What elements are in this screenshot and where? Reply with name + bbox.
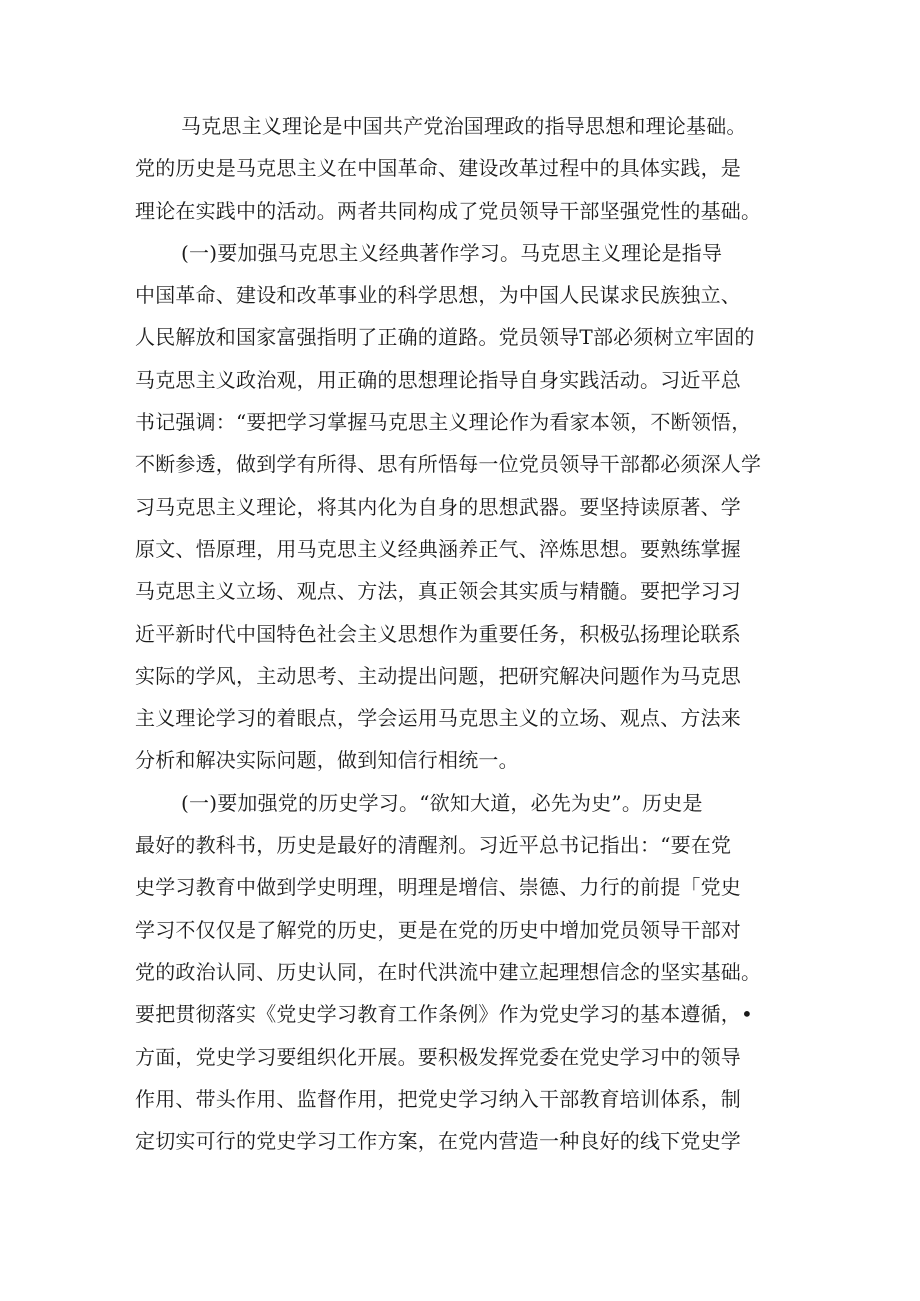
- text-line: 党的政治认同、历史认同，在时代洪流中建立起理想信念的坚实基础。: [135, 959, 762, 984]
- text-line: 史学习教育中做到学史明理，明理是增信、崇德、力行的前提「党史: [135, 875, 741, 900]
- text-line: 人民解放和国家富强指明了正确的道路。党员领导T部必须树立牢固的: [135, 325, 755, 350]
- section-heading-line: (一)要加强党的历史学习。“欲知大道，必先为史”。历史是: [181, 790, 703, 815]
- text-line: 原文、悟原理，用马克思主义经典涵养正气、淬炼思想。要熟练掌握: [135, 536, 741, 561]
- text-line: 理论在实践中的活动。两者共同构成了党员领导干部坚强党性的基础。: [135, 198, 762, 223]
- section-heading-line: (一)要加强马克思主义经典著作学习。马克思主义理论是指导: [181, 240, 723, 265]
- text-line: 方面，党史学习要组织化开展。要积极发挥党委在党史学习中的领导: [135, 1044, 741, 1069]
- text-line: 马克思主义立场、观点、方法，真正领会其实质与精髓。要把学习习: [135, 579, 741, 604]
- text-line: 中国革命、建设和改革事业的科学思想，为中国人民谋求民族独立、: [135, 283, 741, 308]
- text-line: 要把贯彻落实《党史学习教育工作条例》作为党史学习的基本遵循，•: [135, 1002, 753, 1027]
- text-line: 不断参透，做到学有所得、思有所悟每一位党员领导干部都必须深人学: [135, 452, 762, 477]
- text-line: 分析和解决实际问题，做到知信行相统一。: [135, 748, 519, 773]
- text-line: 马克思主义政治观，用正确的思想理论指导自身实践活动。习近平总: [135, 367, 741, 392]
- text-line: 习马克思主义理论，将其内化为自身的思想武器。要坚持读原著、学: [135, 494, 741, 519]
- text-line: 学习不仅仅是了解党的历史，更是在党的历史中增加党员领导干部对: [135, 917, 741, 942]
- text-line: 党的历史是马克思主义在中国革命、建设改革过程中的具体实践，是: [135, 156, 741, 181]
- text-line: 近平新时代中国特色社会主义思想作为重要任务，积极弘扬理论联系: [135, 621, 741, 646]
- text-line: 实际的学风，主动思考、主动提出问题，把研究解决问题作为马克思: [135, 663, 741, 688]
- document-body: [135, 105, 795, 1162]
- text-line: 定切实可行的党史学习工作方案，在党内营造一种良好的线下党史学: [135, 1129, 741, 1154]
- text-line: 书记强调：“要把学习掌握马克思主义理论作为看家本领，不断领悟，: [135, 410, 752, 435]
- paragraph-intro: [135, 105, 795, 232]
- text-line: 主义理论学习的着眼点，学会运用马克思主义的立场、观点、方法来: [135, 706, 741, 731]
- text-line: 最好的教科书，历史是最好的清醒剂。习近平总书记指出：“要在党: [135, 833, 732, 858]
- paragraph-party-history: [135, 782, 795, 1163]
- text-line: 马克思主义理论是中国共产党治国理政的指导思想和理论基础。: [181, 114, 747, 138]
- text-line: 作用、带头作用、监督作用，把党史学习纳入干部教育培训体系，制: [135, 1086, 741, 1111]
- paragraph-marxism-classics: [135, 232, 795, 782]
